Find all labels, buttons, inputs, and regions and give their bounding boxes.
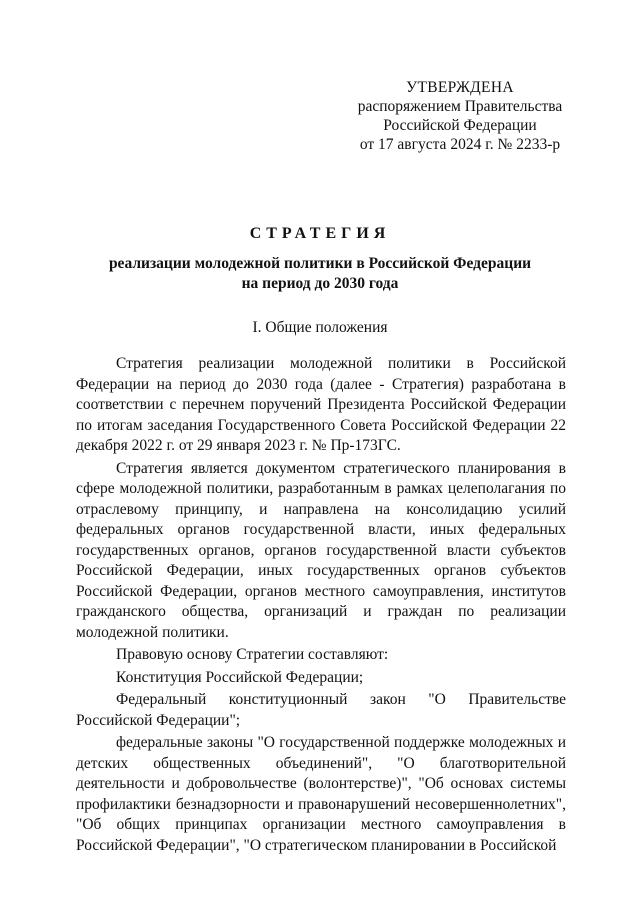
document-heading [70,224,570,294]
subtitle-line-1: реализации молодежной политики в Российской Федерации [108,255,532,272]
approval-line-2: Российской Федерации [383,117,537,134]
paragraph: федеральные законы "О государственной поддержке молодежных и детских общественных объединений", "О благотворительной деятельности и добровольчестве (волонтерстве)", "Об основах системы профилактики безнадзорности и правонарушений несовершеннолетних", "Об общих принципах организации местного самоуправления в Российской Федерации", "О стратегическом планировании в Российской [76,734,566,854]
paragraph: Стратегия реализации молодежной политики в Российской Федерации на период до 2030 года (далее - Стратегия) разработана в соответствии с перечнем поручений Президента Российской Федерации по итогам заседания Государственного Совета Российской Федерации 22 декабря 2022 г. от 29 января 2023 г. № Пр-173ГС. [76,355,566,454]
approval-line-3: от 17 августа 2024 г. № 2233-р [359,136,561,153]
approval-title: УТВЕРЖДЕНА [406,79,514,96]
approval-stamp [340,78,580,154]
approval-line-1: распоряжением Правительства [357,98,563,115]
section-title: I. Общие положения [252,319,388,336]
paragraph: Федеральный конституционный закон "О Правительстве Российской Федерации"; [76,691,566,729]
paragraph: Стратегия является документом стратегического планирования в сфере молодежной политики, разработанным в рамках целеполагания по отраслевому принципу, и направлена на консолидацию усилий федеральных органов государственной власти, иных федеральных государственных органов, органов государственной власти субъектов Российской Федерации, иных государственных органов субъектов Российской Федерации, органов местного самоуправления, институтов гражданского общества, организаций и граждан по реализации молодежной политики. [76,459,566,641]
paragraph: Правовую основу Стратегии составляют: [116,646,389,663]
document-subtitle [70,254,570,294]
document-title: СТРАТЕГИЯ [249,225,391,242]
document-body [76,354,566,858]
subtitle-line-2: на период до 2030 года [241,275,399,292]
paragraph: Конституция Российской Федерации; [116,668,364,686]
